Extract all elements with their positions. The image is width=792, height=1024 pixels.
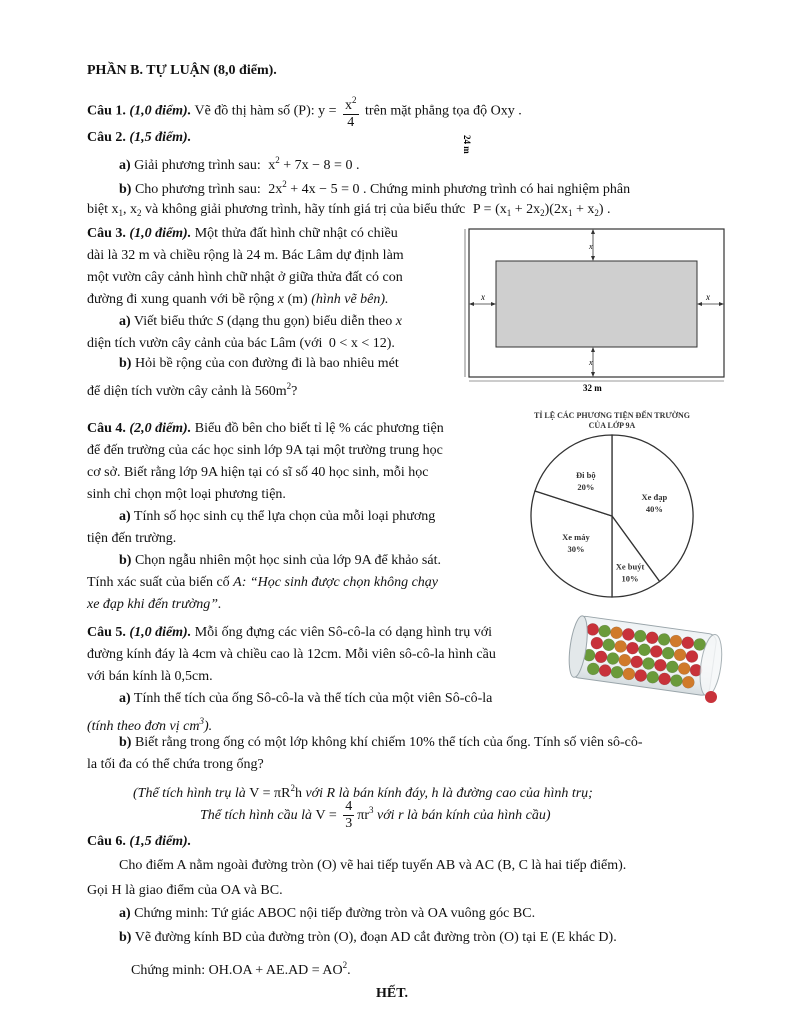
slice-value-label: 20% <box>577 481 595 492</box>
q2-a-equation: $x^2 + 7x - 8 = 0$ . <box>268 155 360 173</box>
question-6 <box>87 833 191 851</box>
q5-part-a-line2: (tính theo đơn vị $cm^3$). <box>87 716 213 734</box>
q6-line-2: Gọi H là giao điểm của OA và BC. <box>87 883 283 898</box>
q3-head: Câu 3. <box>87 226 126 241</box>
slice-name-label: Đi bộ <box>576 469 596 480</box>
section-header: PHẦN B. TỰ LUẬN (8,0 điểm). <box>87 63 277 78</box>
q3-a-label: a) <box>119 314 131 329</box>
q2-part-b-line2 <box>87 201 611 222</box>
q4-a-label: a) <box>119 509 131 524</box>
width-label: 32 m <box>583 383 602 393</box>
q4-part-a: a) Tính số học sinh cụ thể lựa chọn của mỗi loại phương <box>119 509 436 524</box>
top-x-label: x <box>589 242 593 251</box>
q4-line-3: cơ sở. Biết rằng lớp 9A hiện tại có sĩ số 40 học sinh, mỗi học <box>87 465 429 480</box>
q3-part-b-line2: để diện tích vườn cây cảnh là $560m^2$? <box>87 381 298 399</box>
q5-part-a: a) Tính thể tích của ống Sô-cô-la và thể tích của một viên Sô-cô-la <box>119 691 493 706</box>
q5-line-2: đường kính đáy là 4cm và chiều cao là 12cm. Mỗi viên sô-cô-la hình cầu <box>87 647 496 662</box>
q1-function-name: (P): y = <box>293 103 337 119</box>
q1-text: Vẽ đồ thị hàm số <box>194 103 291 119</box>
chart-subtitle: CỦA LỚP 9A <box>588 421 636 430</box>
q4-line-2: để đến trường của các học sinh lớp 9A tại một trường trung học <box>87 443 443 458</box>
slice-value-label: 30% <box>567 544 585 555</box>
q2-a-label: a) <box>119 158 131 173</box>
question-1 <box>87 92 522 131</box>
q6-b-label: b) <box>119 930 132 945</box>
q4-part-a-line2: tiện đến trường. <box>87 531 177 546</box>
q2-part-a <box>119 151 359 175</box>
q5-part-b: b) Biết rằng trong ống có một lớp không khí chiếm 10% thể tích của ống. Tính số viên sô-cô- <box>119 735 643 750</box>
q6-head: Câu 6. <box>87 834 126 849</box>
question-2 <box>87 129 191 147</box>
q1-fraction <box>343 92 359 131</box>
q2-b-equation: $2x^2 + 4x - 5 = 0$ . <box>268 179 367 197</box>
question-3 <box>87 225 398 243</box>
q5-a-label: a) <box>119 691 131 706</box>
q5-points: (1,0 điểm). <box>129 625 192 640</box>
q2-a-text: Giải phương trình sau: <box>134 158 261 173</box>
q2-b-label: b) <box>119 182 132 197</box>
q2-part-b <box>119 175 630 199</box>
bottom-x-label: x <box>589 358 593 367</box>
q2-head: Câu 2. <box>87 130 126 145</box>
q6-a-label: a) <box>119 906 131 921</box>
sphere-formula: V = $\frac{4}{3}$ $\pi r^3$ <box>315 799 374 832</box>
q2-points: (1,5 điểm). <box>129 130 192 145</box>
q3-line-4: đường đi xung quanh với bề rộng x (m) (hình vẽ bên). <box>87 292 389 307</box>
q4-points: (2,0 điểm). <box>129 421 192 436</box>
q1-points: (1,0 điểm). <box>129 103 192 119</box>
slice-name-label: Xe đạp <box>641 492 668 503</box>
q4-part-b: b) Chọn ngẫu nhiên một học sinh của lớp 9A để khảo sát. <box>119 553 441 568</box>
q3-part-b: b) Hỏi bề rộng của con đường đi là bao nhiêu mét <box>119 356 399 371</box>
q6-part-b-proof: Chứng minh: $OH.OA + AE.AD = AO^2$. <box>131 960 351 978</box>
question-4: Câu 4. (2,0 điểm). Biểu đồ bên cho biết tỉ lệ % các phương tiện <box>87 421 444 436</box>
pie-slices <box>531 435 693 597</box>
q3-b-label: b) <box>119 356 132 371</box>
q5-line-3: với bán kính là 0,5cm. <box>87 669 213 684</box>
question-5: Câu 5. (1,0 điểm). Mỗi ống đựng các viên Sô-cô-la có dạng hình trụ với <box>87 625 492 640</box>
garden-area <box>496 261 697 347</box>
q3-part-a-line2: diện tích vườn cây cảnh của bác Lâm (với 0 < x < 12). <box>87 336 395 351</box>
end-marker: HẾT. <box>376 986 409 1001</box>
left-x-label: x <box>481 292 485 302</box>
chocolate-tube-image <box>563 615 727 705</box>
q1-head: Câu 1. <box>87 103 126 119</box>
q4-head: Câu 4. <box>87 421 126 436</box>
q5-note-2: Thể tích hình cầu là V = $\frac{4}{3}$ $\pi r^3$ với r là bán kính của hình cầu) <box>200 799 551 832</box>
q2-line3-a: biệt <box>87 202 108 217</box>
right-x-label: x <box>706 292 710 302</box>
q6-part-b: b) Vẽ đường kính BD của đường tròn (O), đoạn AD cắt đường tròn (O) tại E (E khác D). <box>119 930 617 945</box>
q1-text-2: trên mặt phẳng tọa độ <box>365 103 488 119</box>
q1-fraction-den: 4 <box>347 115 355 130</box>
q2-roots: $x_1$, $x_2$ <box>111 202 142 218</box>
q6-equation: $OH.OA + AE.AD = AO^2$. <box>208 960 351 978</box>
q3-line-1: Một thửa đất hình chữ nhật có chiều <box>194 226 398 241</box>
q6-line-1: Cho điểm A nằm ngoài đường tròn (O) vẽ hai tiếp tuyến AB và AC (B, C là hai tiếp điểm). <box>119 858 627 873</box>
q4-part-b-line3: xe đạp khi đến trường”. <box>87 597 222 612</box>
q1-fraction-sup: 2 <box>352 95 357 105</box>
q5-part-b-line2: la tối đa có thể chứa trong ống? <box>87 757 264 772</box>
q3-part-a: a) Viết biểu thức S (dạng thu gọn) biểu diễn theo x <box>119 314 402 329</box>
q2-b-text-2: Chứng minh phương trình có hai nghiệm phân <box>369 182 631 197</box>
slice-name-label: Xe buýt <box>615 561 645 572</box>
slice-name-label: Xe máy <box>562 532 590 543</box>
q4-line-4: sinh chỉ chọn một loại phương tiện. <box>87 487 286 502</box>
q5-head: Câu 5. <box>87 625 126 640</box>
q3-line-2: dài là 32 m và chiều rộng là 24 m. Bác Lâm dự định làm <box>87 248 404 263</box>
q2-expression: $P = (x_1 + 2x_2)(2x_1 + x_2)$ . <box>472 202 611 218</box>
q6-part-a: a) Chứng minh: Tứ giác ABOC nội tiếp đường tròn và OA vuông góc BC. <box>119 906 536 921</box>
q3-points: (1,0 điểm). <box>129 226 192 241</box>
chart-title: TỈ LỆ CÁC PHƯƠNG TIỆN ĐẾN TRƯỜNG <box>533 411 691 420</box>
q3-line-3: một vườn cây cảnh hình chữ nhật ở giữa thửa đất có con <box>87 270 403 285</box>
slice-value-label: 40% <box>645 504 663 515</box>
q2-b-text: Cho phương trình sau: <box>134 182 261 197</box>
q4-b-label: b) <box>119 553 132 568</box>
q1-plane: Oxy . <box>490 103 522 119</box>
q5-note-1: (Thể tích hình trụ là $V = \pi R^2h$ với R là bán kính đáy, h là đường cao của hình trụ; <box>133 783 593 801</box>
q4-part-b-line2: Tính xác suất của biến cố A: “Học sinh được chọn không chạy <box>87 575 439 590</box>
pie-chart <box>496 404 728 604</box>
q1-fraction-num: x <box>345 98 353 113</box>
loose-ball <box>705 691 717 703</box>
cylinder-formula: $V = \pi R^2h$ <box>249 783 302 801</box>
q2-line3-b: và không giải phương trình, hãy tính giá trị của biểu thức <box>145 202 466 217</box>
q3-condition: 0 < x < 12 <box>328 336 387 351</box>
slice-value-label: 10% <box>621 573 639 584</box>
q6-points: (1,5 điểm). <box>129 834 192 849</box>
q5-b-label: b) <box>119 735 132 750</box>
height-label: 24 m <box>462 135 472 154</box>
